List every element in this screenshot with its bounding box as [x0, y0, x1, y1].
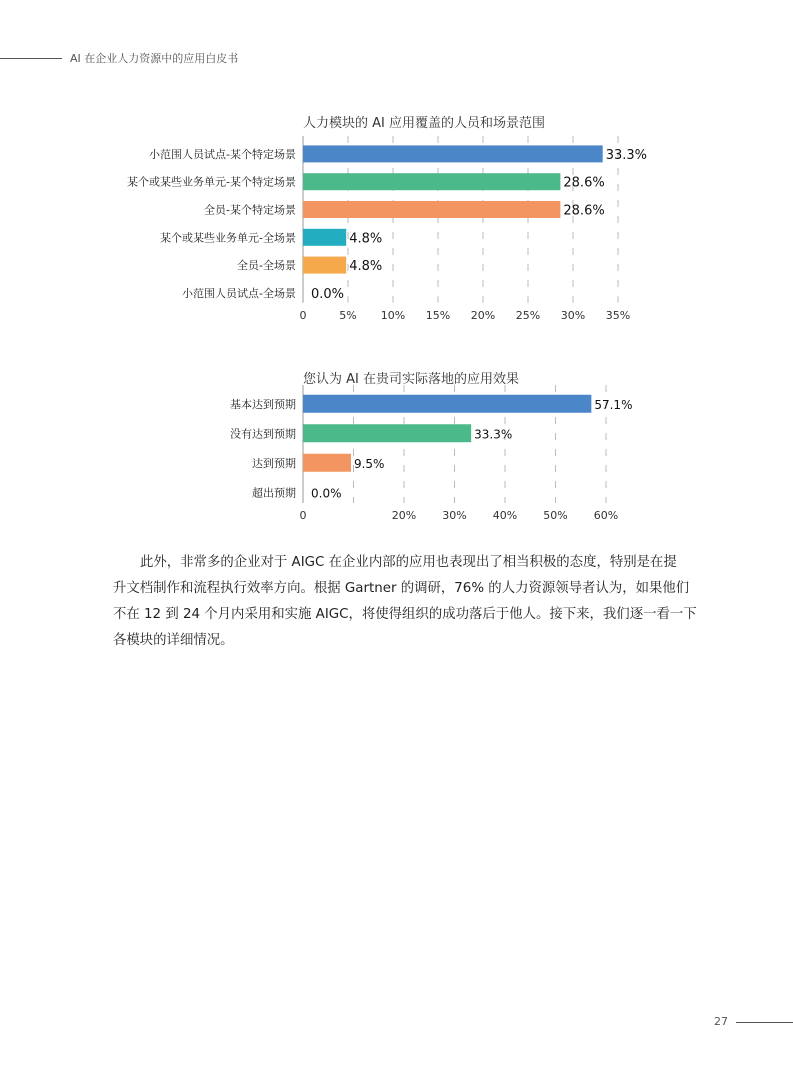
bar: [303, 257, 346, 274]
x-tick-label: 20%: [391, 509, 417, 522]
chart1-title: 人力模块的 AI 应用覆盖的人员和场景范围: [303, 116, 545, 131]
category-label: 某个或某些业务单元-全场景: [160, 231, 296, 245]
effect-chart: [0, 385, 793, 525]
category-label: 达到预期: [252, 456, 296, 470]
bar: [303, 201, 560, 218]
x-tick-label: 20%: [470, 308, 496, 322]
x-tick-label: 15%: [425, 308, 451, 322]
paragraph-line: 各模块的详细情况。: [113, 633, 234, 648]
bar: [303, 395, 591, 413]
document-title: AI 在企业人力资源中的应用白皮书: [70, 52, 239, 65]
paragraph-line: 不在 12 到 24 个月内采用和实施 AIGC，将使得组织的成功落后于他人。接下来，我们逐一看一下: [113, 607, 697, 622]
x-tick-label: 10%: [380, 308, 406, 322]
x-tick-label: 35%: [605, 308, 631, 322]
x-tick-label: 25%: [515, 308, 541, 322]
value-label: 9.5%: [353, 456, 385, 471]
value-label: 33.3%: [605, 147, 648, 163]
paragraph-line: 升文档制作和流程执行效率方向。根据 Gartner 的调研，76% 的人力资源领导者认为，如果他们: [113, 581, 690, 596]
category-label: 全员-全场景: [237, 259, 296, 273]
bar: [303, 229, 346, 246]
bar: [303, 173, 560, 190]
x-tick-label: 5%: [339, 308, 357, 322]
category-label: 超出预期: [252, 486, 296, 500]
value-label: 28.6%: [563, 203, 605, 219]
footer-rule: [736, 1022, 793, 1023]
category-label: 小范围人员试点-某个特定场景: [149, 147, 296, 161]
x-tick-label: 0: [299, 308, 307, 322]
category-label: 没有达到预期: [230, 427, 296, 441]
x-tick-label: 60%: [593, 509, 619, 522]
value-label: 4.8%: [349, 231, 383, 247]
x-tick-label: 0: [299, 509, 307, 522]
x-tick-label: 50%: [543, 509, 568, 522]
body-paragraph: [113, 550, 697, 654]
page-number: 27: [714, 1015, 728, 1028]
value-label: 0.0%: [311, 286, 345, 302]
category-label: 某个或某些业务单元-某个特定场景: [127, 175, 296, 189]
bar: [303, 454, 351, 472]
bar: [303, 145, 603, 162]
x-tick-label: 30%: [560, 308, 586, 322]
category-label: 全员-某个特定场景: [204, 203, 296, 217]
value-label: 57.1%: [594, 397, 633, 412]
header-rule: [0, 58, 62, 59]
value-label: 0.0%: [311, 486, 342, 501]
bar: [303, 424, 471, 442]
value-label: 33.3%: [474, 427, 513, 442]
chart2-title: 您认为 AI 在贵司实际落地的应用效果: [303, 372, 519, 387]
x-tick-label: 30%: [442, 509, 467, 522]
paragraph-line: 此外，非常多的企业对于 AIGC 在企业内部的应用也表现出了相当积极的态度，特别是在提: [140, 555, 677, 570]
value-label: 28.6%: [563, 175, 605, 191]
category-label: 基本达到预期: [230, 397, 296, 411]
coverage-chart: [0, 130, 793, 330]
category-label: 小范围人员试点-全场景: [182, 286, 296, 300]
value-label: 4.8%: [349, 259, 383, 275]
x-tick-label: 40%: [492, 509, 518, 522]
